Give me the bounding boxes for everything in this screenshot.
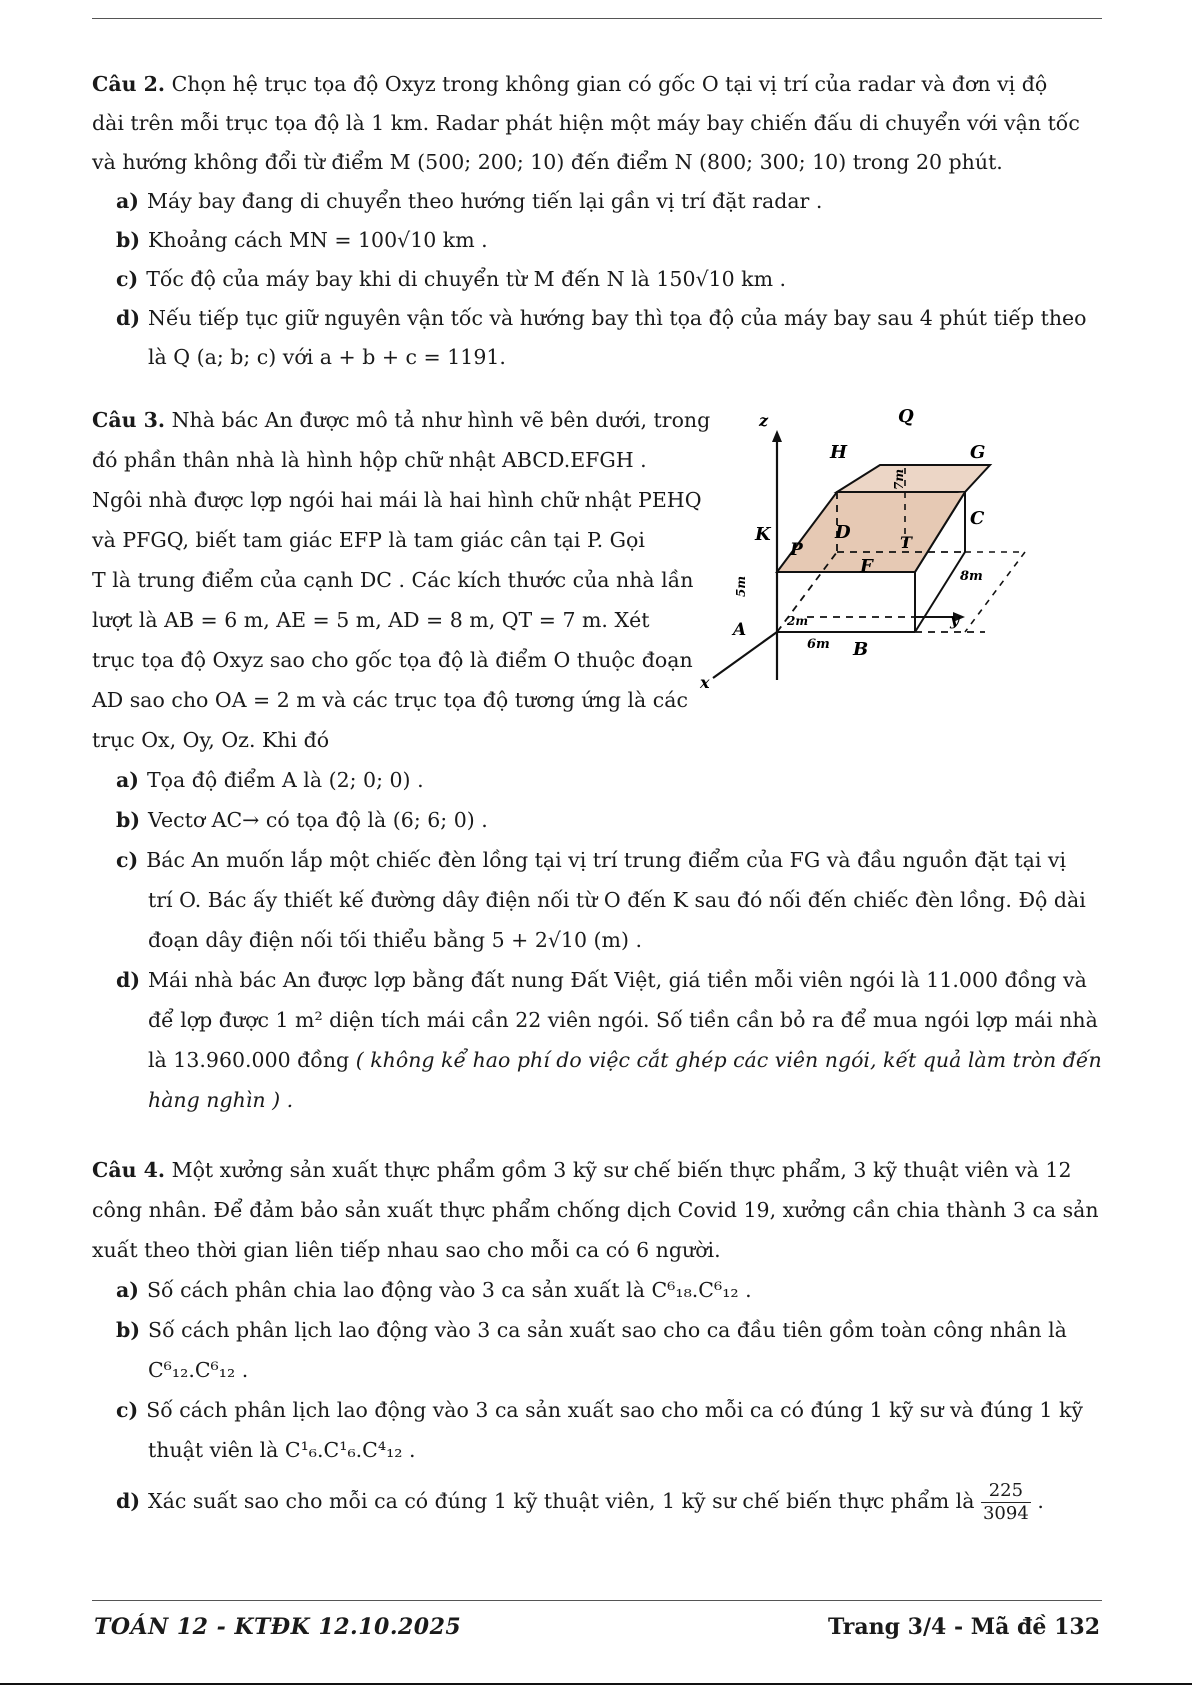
q3-d-text-3 [148,1040,1102,1081]
q3-line-9: trục Ox, Oy, Oz. Khi đó [92,728,330,752]
label-y: y [950,610,960,629]
dim-5m: 5m [734,575,748,597]
dim-6m: 6m [807,637,830,652]
q4-line-1 [92,1150,1072,1191]
q2-line-3: và hướng không đổi từ điểm M (500; 200; 10) đến điểm N (800; 300; 10) trong 20 phút. [92,150,1003,174]
q3-option-a [116,760,424,801]
q3-line-1 [92,400,710,441]
option-letter: a) [116,1278,139,1302]
label-z: z [759,411,769,430]
q3-d-text-3b: ( không kể hao phí do việc cắt ghép các viên ngói, kết quả làm tròn đến [355,1048,1102,1072]
q3-d-text-2: để lợp được 1 m² diện tích mái cần 22 viên ngói. Số tiền cần bỏ ra để mua ngói lợp mái nhà [148,1008,1098,1032]
q3-line-7: trục tọa độ Oxyz sao cho gốc tọa độ là điểm O thuộc đoạn [92,648,693,672]
label-h: H [830,442,848,463]
q3-c-text-1: Bác An muốn lắp một chiếc đèn lồng tại vị trí trung điểm của FG và đầu nguồn đặt tại vị [146,848,1067,872]
q3-line-6: lượt là AB = 6 m, AE = 5 m, AD = 8 m, QT = 7 m. Xét [92,608,650,632]
q2-line-2: dài trên mỗi trục tọa độ là 1 km. Radar phát hiện một máy bay chiến đấu di chuyển với vận tốc [92,111,1080,135]
label-k: K [755,524,771,545]
q3-line-2: đó phần thân nhà là hình hộp chữ nhật ABCD.EFGH . [92,448,647,472]
q3-c-text-3: đoạn dây điện nối tối thiểu bằng 5 + 2√10 (m) . [148,928,642,952]
option-letter: d) [116,1489,141,1513]
q4-line-2: công nhân. Để đảm bảo sản xuất thực phẩm chống dịch Covid 19, xưởng cần chia thành 3 ca sản [92,1198,1099,1222]
q3-option-c [116,840,1066,881]
dim-7m: 7m [892,468,906,490]
z-arrow [772,430,782,442]
q4-c-text-2: thuật viên là C¹₆.C¹₆.C⁴₁₂ . [148,1438,416,1462]
q2-d-text-1: Nếu tiếp tục giữ nguyên vận tốc và hướng bay thì tọa độ của máy bay sau 4 phút tiếp theo [148,306,1087,330]
label-q: Q [898,406,914,427]
house-figure [700,406,1115,755]
q3-label: Câu 3. [92,408,166,432]
q4-d-end: . [1037,1489,1044,1513]
q4-line-3: xuất theo thời gian liên tiếp nhau sao cho mỗi ca có 6 người. [92,1238,721,1262]
q3-line-5: T là trung điểm của cạnh DC . Các kích thước của nhà lần [92,568,694,592]
q2-c-text: Tốc độ của máy bay khi di chuyển từ M đến N là 150√10 km . [146,267,787,291]
q4-b-text-1: Số cách phân lịch lao động vào 3 ca sản xuất sao cho ca đầu tiên gồm toàn công nhân là [148,1318,1067,1342]
label-d: D [835,522,851,543]
label-b: B [853,639,869,660]
option-letter: c) [116,1398,139,1422]
q3-d-text-3a: là 13.960.000 đồng [148,1048,350,1072]
q4-option-b [116,1310,1067,1351]
q2-d-text-2: là Q (a; b; c) với a + b + c = 1191. [148,345,506,369]
option-letter: c) [116,267,139,291]
roof-right-face [837,465,990,492]
q2-b-text: Khoảng cách MN = 100√10 km . [148,228,488,252]
q4-a-text: Số cách phân chia lao động vào 3 ca sản xuất là C⁶₁₈.C⁶₁₂ . [146,1278,752,1302]
q3-d-text-1: Mái nhà bác An được lợp bằng đất nung Đất Việt, giá tiền mỗi viên ngói là 11.000 đồng và [148,968,1087,992]
q3-b-text: Vectơ AC→ có tọa độ là (6; 6; 0) . [148,808,488,832]
label-a: A [733,620,747,640]
q3-line-4: và PFGQ, biết tam giác EFP là tam giác cân tại P. Gọi [92,528,645,552]
q3-option-d [116,960,1087,1001]
q2-text-1: Chọn hệ trục tọa độ Oxyz trong không gian có gốc O tại vị trí của radar và đơn vị độ [171,72,1048,96]
option-letter: b) [116,808,141,832]
footer-subject: TOÁN 12 - KTĐK 12.10.2025 [94,1614,462,1640]
q3-text-1: Nhà bác An được mô tả như hình vẽ bên dưới, trong [171,408,711,432]
q3-option-b [116,800,488,841]
q2-option-c [116,259,786,300]
option-letter: a) [116,189,139,213]
dim-2m: 2m [787,614,809,628]
option-letter: c) [116,848,139,872]
q3-a-text: Tọa độ điểm A là (2; 0; 0) . [146,768,424,792]
option-letter: b) [116,228,141,252]
q2-line-1 [92,64,1102,105]
probability-fraction [981,1480,1031,1525]
dim-8m-line [965,552,1025,632]
label-t: T [900,533,912,552]
option-letter: a) [116,768,139,792]
q4-label: Câu 4. [92,1158,166,1182]
q2-option-b [116,220,488,261]
label-c: C [970,508,985,529]
q4-option-d [116,1480,1044,1525]
q4-d-text: Xác suất sao cho mỗi ca có đúng 1 kỹ thuật viên, 1 kỹ sư chế biến thực phẩm là [148,1489,975,1513]
q2-option-a [116,181,822,222]
label-x: x [700,673,710,692]
q3-c-text-2: trí O. Bác ấy thiết kế đường dây điện nối từ O đến K sau đó nối đến chiếc đèn lồng. Độ dài [148,888,1086,912]
bottom-rule [92,1600,1102,1601]
option-letter: b) [116,1318,141,1342]
fraction-denominator: 3094 [982,1503,1029,1524]
label-f: F [860,556,873,577]
q4-option-c [116,1390,1083,1431]
q3-line-3: Ngôi nhà được lợp ngói hai mái là hai hình chữ nhật PEHQ [92,488,702,512]
dim-8m: 8m [960,569,983,584]
q2-option-d [116,298,1087,339]
q3-d-text-4: hàng nghìn ) . [148,1088,294,1112]
q2-label: Câu 2. [92,72,166,96]
q2-a-text: Máy bay đang di chuyển theo hướng tiến lại gần vị trí đặt radar . [146,189,823,213]
fraction-numerator: 225 [981,1480,1031,1503]
option-letter: d) [116,968,141,992]
q3-line-8: AD sao cho OA = 2 m và các trục tọa độ tương ứng là các [92,688,688,712]
q4-b-text-2: C⁶₁₂.C⁶₁₂ . [148,1358,249,1382]
q4-option-a [116,1270,752,1311]
footer-page-info: Trang 3/4 - Mã đề 132 [828,1614,1100,1640]
option-letter: d) [116,306,141,330]
label-g: G [970,442,986,463]
label-p: P [790,540,803,560]
q4-text-1: Một xưởng sản xuất thực phẩm gồm 3 kỹ sư chế biến thực phẩm, 3 kỹ thuật viên và 12 [171,1158,1072,1182]
q4-c-text-1: Số cách phân lịch lao động vào 3 ca sản xuất sao cho mỗi ca có đúng 1 kỹ sư và đúng 1 kỹ [146,1398,1083,1422]
top-rule [92,18,1102,19]
